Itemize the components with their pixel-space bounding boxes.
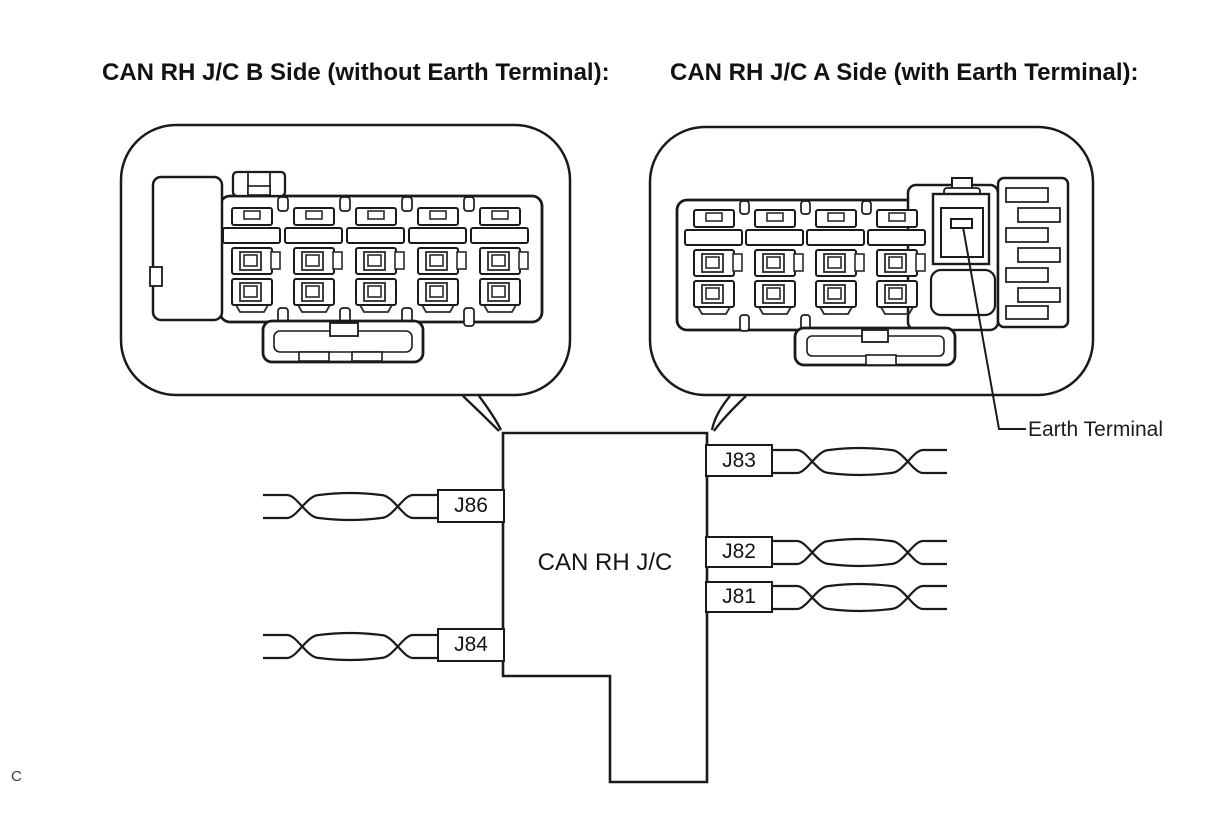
title-a-side: CAN RH J/C A Side (with Earth Terminal): — [670, 59, 1139, 86]
speech-bubble-b-tail — [463, 396, 501, 431]
connector-label-j81: J81 — [705, 581, 773, 613]
junction-box-outline — [503, 433, 707, 782]
terminal-column — [471, 208, 528, 312]
twisted-pair-wire-j81 — [773, 584, 947, 611]
terminal-column — [685, 210, 742, 314]
terminal-column — [223, 208, 280, 312]
terminal-column — [807, 210, 864, 314]
earth-terminal-label: Earth Terminal — [1028, 418, 1164, 441]
page-marker: C — [11, 768, 22, 785]
terminal-column — [409, 208, 466, 312]
twisted-pair-wire-j84 — [263, 633, 437, 660]
twisted-pair-wire-j86 — [263, 493, 437, 520]
terminal-column — [285, 208, 342, 312]
terminal-column — [347, 208, 404, 312]
terminal-column — [868, 210, 925, 314]
terminal-column — [746, 210, 803, 314]
connector-label-j84: J84 — [437, 628, 505, 662]
twisted-pair-wire-j82 — [773, 539, 947, 566]
twisted-pair-wire-j83 — [773, 448, 947, 475]
connector-label-j86: J86 — [437, 489, 505, 523]
speech-bubble-a-tail — [712, 396, 746, 431]
connector-label-j83: J83 — [705, 444, 773, 477]
comb-terminal-block — [998, 178, 1068, 327]
title-b-side: CAN RH J/C B Side (without Earth Terminal): — [102, 59, 610, 86]
connector-label-j82: J82 — [705, 536, 773, 568]
junction-box-label: CAN RH J/C — [537, 549, 673, 576]
